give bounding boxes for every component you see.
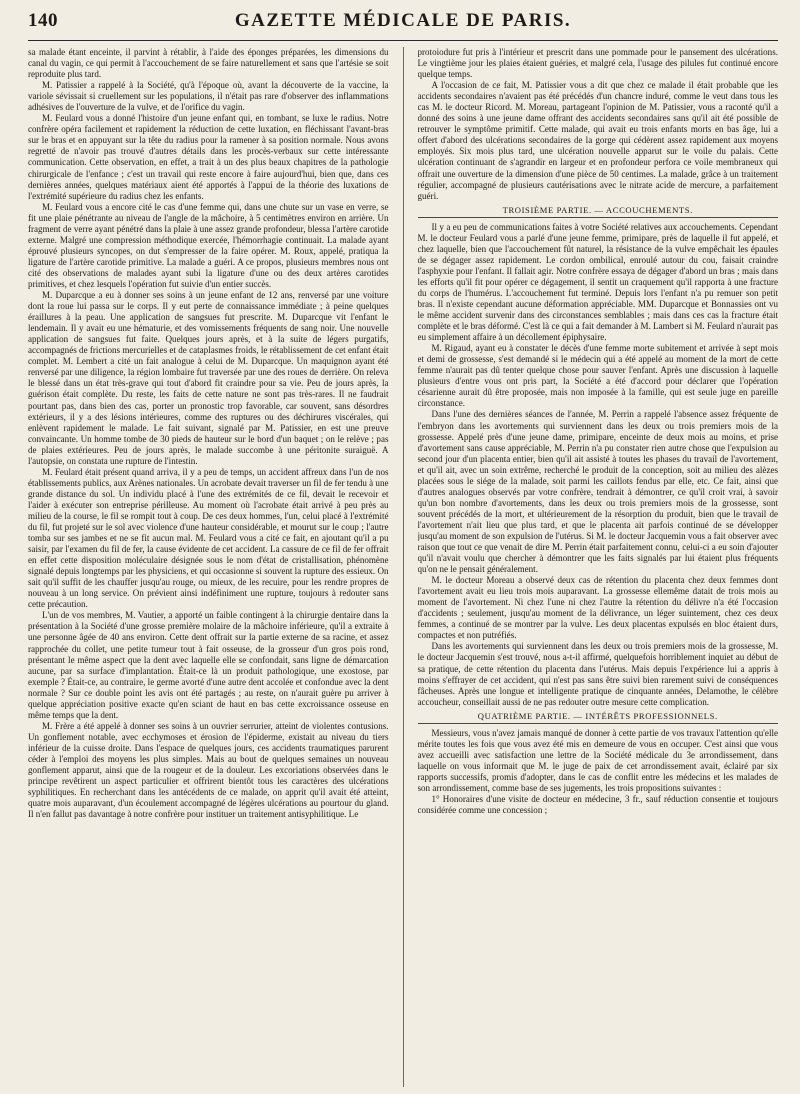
paragraph: M. Feulard vous a donné l'histoire d'un jeune enfant qui, en tombant, se luxe le radius. Notre confrère opéra facilement et rapidement la réduction de cette luxation, en fléchissant l'avant-bras sur le bras et en appuyant sur la tête du radius pour la ramener à sa position normale. Nous avons regretté de n'avoir pas trouvé d'autres détails dans les procès-verbaux sur cette intéressante communication. Cette observation, en effet, a trait à un des plus beaux chapitres de la pathologie chirurgicale de l'enfance ; c'est un travail qui reste encore à faire aujourd'hui, bien que, dans ces dernières années, quelques matériaux aient été apportés à l'appui de la théorie des luxations de l'extrémité supérieure du radius chez les enfants. (28, 113, 389, 201)
page-number: 140 (28, 10, 58, 31)
paragraph: M. Rigaud, ayant eu à constater le décès d'une femme morte subitement et arrivée à sept mois et demi de grossesse, s'est demandé si le médecin qui a été appelé au moment de la mort de cette femme n'aurait pas dû tenter quelque chose pour sauver l'enfant. Après une discussion à laquelle plusieurs d'entre vous ont pris part, la Société a été d'accord pour déclarer que l'opération césarienne aurait dû être proposée, mais non imposée à la famille, qui est seule juge en pareille circonstance. (417, 343, 778, 409)
paragraph: M. Feulard vous a encore cité le cas d'une femme qui, dans une chute sur un vase en verre, se fit une plaie pénétrante au niveau de l'angle de la mâchoire, à 5 centimètres environ en arrière. Un fragment de verre ayant pénétré dans la plaie à une assez grande profondeur, blessa l'artère carotide externe. Malgré une compression méthodique exercée, l'hémorrhagie continuait. La malade ayant éprouvé plusieurs syncopes, on dut s'empresser de la faire opérer. M. Roux, appelé, pratiqua la ligature de l'artère carotide primitive. La malade a guéri. A ce propos, plusieurs membres nous ont cité des observations de malades ayant subi la ligature d'une ou des deux artères carotides primitives, et chez lesquels l'opération fut suivie d'un entier succès. (28, 201, 389, 289)
left-column (28, 47, 389, 1087)
paragraph: 1° Honoraires d'une visite de docteur en médecine, 3 fr., sauf réduction consentie et toujours considérée comme une concession ; (417, 794, 778, 816)
paragraph: Il y a eu peu de communications faites à votre Société relatives aux accouchements. Cependant M. le docteur Feulard vous a parlé d'une jeune femme, primipare, près de laquelle il fut appelé, et chez laquelle, bien que l'accouchement fût naturel, la résistance de la vulve empêchait les épaules de se dégager assez rapidement. Le cordon ombilical, enroulé autour du cou, faisait craindre l'asphyxie pour l'enfant. Il fallait agir. Notre confrère essaya de dégager d'abord un bras ; mais dans les efforts qu'il fit pour opérer ce dégagement, il sentit un craquement qu'il rapporta à une fracture du corps de l'humérus. L'accouchement fut terminé. Depuis lors l'enfant n'a pu remuer son petit bras. Il n'existe cependant aucune déformation appréciable. MM. Duparcque et Bonnassies ont vu le même accident survenir dans des circonstances semblables ; mais dans ces cas la fracture était complète et le bras déformé. C'est là ce qui a fait demander à M. Lambert si M. Feulard n'aurait pas eu simplement affaire à un décollement épiphysaire. (417, 221, 778, 343)
paragraph: M. Feulard était présent quand arriva, il y a peu de temps, un accident affreux dans l'un de nos établissements publics, aux Arènes nationales. Un acrobate devait traverser un fil de fer tendu à une grande distance du sol. Un individu placé à l'une des extrémités de ce fil, devait le recevoir et l'aider à exécuter son entreprise périlleuse. Au moment où l'acrobate était arrivé à peu près au milieu de la course, le fil se rompit tout à coup. De ces deux hommes, l'un, celui placé à l'extrémité du fil, fut projeté sur le sol avec violence d'une hauteur considérable, et mourut sur le coup ; l'autre tomba sur ses jambes et ne se fit aucun mal. M. Feulard vous a cité ce fait, en ajoutant qu'il a pu saisir, par l'examen du fil de fer, la cause évidente de cet accident. La cassure de ce fil de fer offrait en effet cette disposition moléculaire désignée sous le nom d'état de cristallisation, phénomène signalé depuis longtemps par les physiciens, et qui occasionne si souvent la rupture des essieux. On sait qu'il suffit de les chauffer jusqu'au rouge, ou mieux, de les recuire, pour les rendre propres de nouveau à un long service. On prévient ainsi indéfiniment une rupture, toujours à redouter sans cette précaution. (28, 466, 389, 610)
paragraph: Messieurs, vous n'avez jamais manqué de donner à cette partie de vos travaux l'attention qu'elle mérite toutes les fois que vous avez été mis en demeure de vous en occuper. C'est ainsi que vous avez accueilli avec satisfaction une lettre de la Société médicale du 3e arrondissement, dans laquelle on vous informait que M. le juge de paix de cet arrondissement avait, éclairé par six rapports successifs, promis d'adopter, dans le cas de conflit entre les médecins et les malades de son arrondissement, comme base de ses jugements, les trois propositions suivantes : (417, 727, 778, 793)
section-title: TROISIÈME PARTIE. — ACCOUCHEMENTS. (418, 205, 779, 218)
paragraph: Dans l'une des dernières séances de l'année, M. Perrin a rappelé l'absence assez fréquente de l'embryon dans les avortements qui surviennent dans les deux ou trois premiers mois de la grossesse. Appelé près d'une jeune dame, primipare, enceinte de deux mois au moins, et prise d'avortement sans cause appréciable, M. Perrin n'a pu constater rien autre chose que l'expulsion au second jour d'un placenta entier, bien qu'il ait assisté à toutes les phases du travail de l'avortement, et qu'il ait, avec un soin extrême, recherché le produit de la conception, soit au milieu des alèzes placées sous le siége de la malade, soit parmi les caillots fendus par elle, etc. Ce fait, ainsi que d'autres analogues observés par votre confrère, tendrait à démontrer, ce qu'il croit vrai, à savoir qu'un bon nombre d'avortements, dans les deux ou trois premiers mois de la grossesse, sont souvent précédés de la mort, et ultérieurement de la résorption du produit, bien que le travail de l'avortement n'ait lieu que plus tard, et que le placenta ait parfois continué de se développer jusqu'au moment de son expulsion de l'utérus. Si M. le docteur Jacquemin vous a fait observer avec raison que tout ce que venait de dire M. Perrin était parfaitement connu, celui-ci a eu soin d'ajouter qu'il n'avait voulu que chercher à démontrer que les faits signalés par lui étaient plus fréquents qu'on ne le pensait généralement. (417, 409, 778, 575)
paragraph: M. le docteur Moreau a observé deux cas de rétention du placenta chez deux femmes dont l'avortement avait eu lieu trois mois auparavant. La grossesse ellemême datait de trois mois au moment de l'avortement. Ni chez l'une ni chez l'autre la rétention du délivre n'a été l'occasion d'accidents ; seulement, jusqu'au moment de la délivrance, un léger suintement, chez ces deux femmes, a continué de se montrer par la vulve. Les deux placentas expulsés en bloc étaient durs, compactes et non putréfiés. (417, 575, 778, 641)
paragraph: sa malade étant enceinte, il parvint à rétablir, à l'aide des éponges préparées, les dimensions du canal du vagin, ce qui permit à l'accouchement de se faire naturellement et sans que l'artésie se soit reproduite plus tard. (28, 47, 389, 80)
paragraph: M. Frère a été appelé à donner ses soins à un ouvrier serrurier, atteint de violentes contusions. Un gonflement notable, avec ecchymoses et érosion de l'épiderme, existait au niveau du tiers inférieur de la cuisse droite. Dans l'espace de quelques jours, ces accidents traumatiques parurent céder à l'emploi des moyens les plus simples. Mais au bout de quelques semaines un nouveau gonflement apparut, ainsi que de la rougeur et de la douleur. Les excoriations observées dans le principe revêtirent un aspect particulier et offrirent bientôt tous les caractères des ulcérations syphilitiques. En recherchant dans les antécédents de ce malade, on apprit qu'il avait été atteint, quatre mois auparavant, d'un écoulement accompagné de légères ulcérations au pourtour du gland. Il n'en fallut pas davantage à notre confrère pour instituer un traitement antisyphilitique. Le (28, 720, 389, 820)
paragraph: A l'occasion de ce fait, M. Patissier vous a dit que chez ce malade il était probable que les accidents secondaires n'avaient pas été précédés d'un chancre induré, comme le veut dans tous les cas M. le docteur Ricord. M. Moreau, partageant l'opinion de M. Patissier, vous a raconté qu'il a donné des soins à une jeune dame offrant des accidents secondaires sans qu'il ait été possible de retrouver le symptôme primitif. Cette malade, qui avait eu trois enfants morts en bas âge, lui a offert d'abord des ulcérations secondaires de la gorge qui cédèrent assez rapidement aux moyens employés. Six mois plus tard, une ulcération nouvelle apparut sur le voile du palais. Cette ulcération continuant de s'agrandir en largeur et en profondeur perfora ce voile membraneux qui offrait une ouverture de la dimension d'une pièce de 50 centimes. La malade, grâce à un traitement régulier, accompagné de plusieurs cautérisations avec le nitrate acide de mercure, a parfaitement guéri. (417, 80, 778, 201)
paragraph: protoiodure fut pris à l'intérieur et prescrit dans une pommade pour le pansement des ulcérations. Le vingtième jour les plaies étaient guéries, et malgré cela, l'usage des pilules fut continué encore quelque temps. (417, 47, 778, 80)
paragraph: M. Patissier a rappelé à la Société, qu'à l'époque où, avant la découverte de la vaccine, la variole sévissait si cruellement sur les populations, il n'était pas rare d'observer des inflammations adhésives de l'ouverture de la vulve, et de l'orifice du vagin. (28, 80, 389, 113)
paragraph: M. Duparcque a eu à donner ses soins à un jeune enfant de 12 ans, renversé par une voiture dont la roue lui passa sur le corps. Il y eut perte de connaissance immédiate ; à peine quelques éraillures à la peau. Une application de sangsues fut prescrite. M. Duparcque vit l'enfant le lendemain. Il y avait eu une hématurie, et des vomissements fréquents de sang noir. Une nouvelle application de sangsues fut faite. Quelques jours après, et à la suite de légers purgatifs, accompagnés de frictions mercurielles et de cataplasmes froids, le rétablissement de cet enfant était complet. M. Lembert a cité un fait analogue à celui de M. Duparcque. Un maquignon ayant été renversé par une diligence, la région lombaire fut traversée par une des roues de derrière. On releva le blessé dans un état très-grave qui tout d'abord fit craindre pour sa vie. Peu de jours après, la guérison était complète. Du reste, les faits de cette nature ne sont pas très-rares. Il ne faudrait pourtant pas, dans bien des cas, porter un pronostic trop favorable, car souvent, sans désordres extérieurs, il y a des lésions intérieures, comme des ruptures ou des déchirures viscérales, qui enlèvent rapidement le malade. Le fait suivant, signalé par M. Patissier, en est une preuve convaincante. Un homme tombe de 30 pieds de hauteur sur le bord d'un baquet ; on le relève ; pas de plaies extérieures. Peu de jours après, le malade succombe à une péritonite suraiguë. A l'autopsie, on constata une rupture de l'intestin. (28, 290, 389, 466)
paragraph: Dans les avortements qui surviennent dans les deux ou trois premiers mois de la grossesse, M. le docteur Jacquemin s'est trouvé, nous a-t-il affirmé, quelquefois horriblement inquiet au début de sa pratique, de cette rétention du placenta dans l'utérus. Mais depuis l'expérience lui a appris à moins s'effrayer de cet accident, qui n'est pas sans être suivi bien rarement suivi de conséquences fâcheuses. Après une longue et intelligente pratique de cinquante années, Delamothe, le célèbre accoucheur, conseillait aussi de ne pas redouter outre mesure cette complication. (417, 641, 778, 707)
page-header (28, 10, 778, 41)
journal-title: GAZETTE MÉDICALE DE PARIS. (234, 10, 572, 31)
right-column (418, 47, 779, 1087)
column-rule (403, 47, 404, 1087)
columns (28, 47, 778, 1087)
section-title: QUATRIÈME PARTIE. — INTÉRÊTS PROFESSIONNELS. (418, 711, 779, 724)
paragraph: L'un de vos membres, M. Vautier, a apporté un faible contingent à la chirurgie dentaire dans la présentation à la Société d'une grosse première molaire de la mâchoire inférieure, qu'il a extraite à une personne âgée de 40 ans environ. Cette dent offrait sur la partie externe de sa racine, et assez rapprochée du collet, une petite tumeur tout à fait osseuse, de la grosseur d'un gros pois rond, présentant le même aspect que la dent avec laquelle elle se confondait, sans ligne de démarcation aucune, par sa surface d'implantation. Était-ce là un produit pathologique, une exostose, par exemple ? Était-ce, au contraire, le germe avorté d'une autre dent accolée et confondue avec la dent normale ? Sur ce double point les avis ont été partagés ; au reste, on n'aurait guère pu arriver à quelque appréciation positive exacte qu'en sciant de haut en bas cette excroissance osseuse en même temps que la dent. (28, 610, 389, 720)
